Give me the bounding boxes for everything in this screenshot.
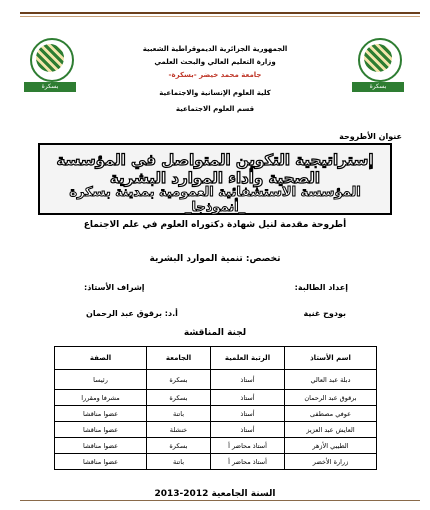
col-header-rank: الرتبة العلمية xyxy=(211,347,285,370)
table-row xyxy=(55,370,377,390)
member-university: بسكرة xyxy=(147,370,211,390)
header-republic: الجمهورية الجزائرية الديموقراطية الشعبية xyxy=(142,45,288,53)
academic-year: السنة الجامعية 2012-2013 xyxy=(154,489,276,499)
member-university: باتنة xyxy=(147,406,211,422)
committee-table xyxy=(54,346,377,470)
logo-caption-left: بسكرة xyxy=(24,82,76,92)
member-rank: أستاذ xyxy=(211,422,285,438)
member-university: باتنة xyxy=(147,454,211,470)
thesis-subtitle: أطروحة مقدمة لنيل شهادة دكتوراه العلوم في علم الاجتماع xyxy=(83,220,347,230)
member-rank: أستاذ محاضر أ xyxy=(211,438,285,454)
top-border-inner xyxy=(20,16,420,17)
col-header-name: اسم الأستاذ xyxy=(285,347,377,370)
header-ministry: وزارة التعليم العالي والبحث العلمي xyxy=(154,58,276,66)
col-header-role: الصفة xyxy=(55,347,147,370)
thesis-title-line2: المؤسسة الاستشفائية العمومية بمدينة بسكرة _أنموذجا_ xyxy=(69,185,361,215)
member-name: برقوق عبد الرحمان xyxy=(285,390,377,406)
supervisor-label: إشراف الأستاذ: xyxy=(84,283,145,292)
table-row xyxy=(55,406,377,422)
member-university: بسكرة xyxy=(147,390,211,406)
member-university: خنشلة xyxy=(147,422,211,438)
top-border xyxy=(20,12,420,14)
table-row xyxy=(55,438,377,454)
member-rank: أستاذ محاضر أ xyxy=(211,454,285,470)
member-role: عضوا مناقشا xyxy=(55,454,147,470)
member-role: رئيسا xyxy=(55,370,147,390)
member-name: زرارة الأخضر xyxy=(285,454,377,470)
col-header-university: الجامعة xyxy=(147,347,211,370)
member-name: الطيبي الأزهر xyxy=(285,438,377,454)
member-role: عضوا مناقشا xyxy=(55,406,147,422)
member-name: العايش عبد العزيز xyxy=(285,422,377,438)
logo-caption-right: بسكرة xyxy=(352,82,404,92)
member-name: عوفي مصطفى xyxy=(285,406,377,422)
student-label: إعداد الطالبة: xyxy=(294,283,348,292)
supervisor-name: أ.د: برقوق عبد الرحمان xyxy=(86,309,178,318)
member-role: عضوا مناقشا xyxy=(55,422,147,438)
thesis-specialty: تخصص: تنمية الموارد البشرية xyxy=(149,254,281,264)
table-row xyxy=(55,454,377,470)
bottom-border xyxy=(20,500,420,501)
member-university: بسكرة xyxy=(147,438,211,454)
member-role: عضوا مناقشا xyxy=(55,438,147,454)
title-box xyxy=(38,143,392,215)
title-label: عنوان الأطروحة xyxy=(339,132,402,141)
student-name: بودوح غنية xyxy=(303,309,346,318)
member-rank: أستاذ xyxy=(211,406,285,422)
member-name: دبلة عبد العالي xyxy=(285,370,377,390)
thesis-title-line1: إستراتيجية التكوين المتواصل في المؤسسة الصحية وأداء الموارد البشرية xyxy=(56,151,374,187)
committee-header-row xyxy=(55,347,377,370)
header-university: جامعة محمد خيضر -بسكرة- xyxy=(168,71,262,79)
table-row xyxy=(55,390,377,406)
table-row xyxy=(55,422,377,438)
header-faculty: كلية العلوم الإنسانية والاجتماعية xyxy=(159,89,271,97)
member-role: مشرفا ومقررا xyxy=(55,390,147,406)
committee-title: لجنة المناقشة xyxy=(183,328,247,338)
header-department: قسم العلوم الاجتماعية xyxy=(175,105,255,113)
member-rank: أستاذ xyxy=(211,390,285,406)
member-rank: أستاذ xyxy=(211,370,285,390)
